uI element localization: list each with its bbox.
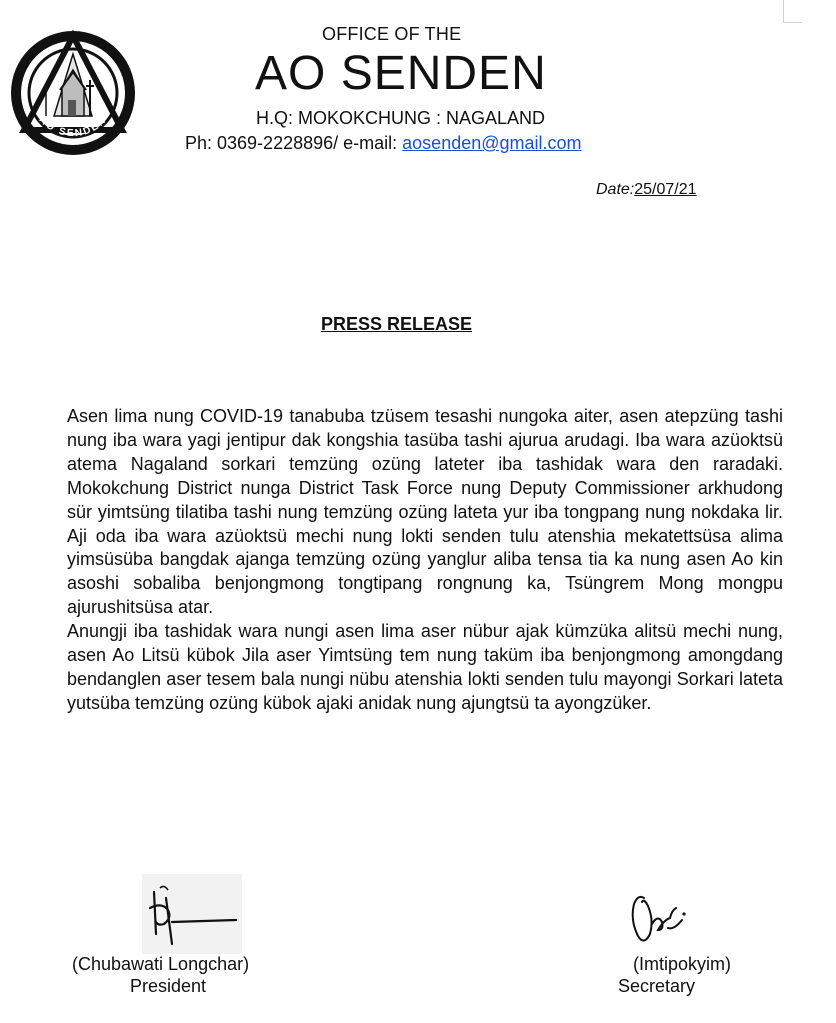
date-value: 25/07/21 — [634, 181, 697, 198]
secretary-title: Secretary — [618, 976, 696, 996]
secretary-name: (Imtipokyim) — [633, 954, 731, 974]
email-link[interactable]: aosenden@gmail.com — [402, 133, 582, 153]
organization-name: AO SENDEN — [255, 47, 547, 100]
phone-text: Ph: 0369-2228896/ e-mail: — [185, 133, 403, 153]
letterhead-office-of: OFFICE OF THE — [322, 24, 462, 44]
body-paragraph-2: Anungji iba tashidak wara nungi asen lima aser nübur ajak kümzüka alitsü mechi nung, asen Ao Litsü kübok Jila aser Yimtsüng tem nung taküm iba benjongmong amongdang bendanglen aser tesem bala nungi nübu atenshia lokti senden tulu mayongi Sorkari lateta yutsüba temzüng ozüng kübok ajaki anidak nung ajungtsü ta ayongzüker. — [67, 621, 783, 713]
president-signature — [142, 874, 242, 954]
secretary-signature — [620, 890, 690, 950]
president-title: President — [130, 976, 207, 996]
logo-arc-text: AO SENDEN — [36, 114, 110, 140]
press-release-heading: PRESS RELEASE — [321, 314, 473, 334]
contact-line — [185, 133, 582, 154]
date-line — [596, 181, 697, 199]
ao-senden-logo — [10, 30, 136, 156]
president-name: (Chubawati Longchar) — [72, 954, 250, 974]
body-paragraph-1: Asen lima nung COVID-19 tanabuba tzüsem tesashi nungoka aiter, asen atepzüng tashi nung iba wara yagi jentipur dak kongshia tasüba tashi ajurua arudagi. Iba wara azüoktsü atema Nagaland sorkari temzüng ozüng lateter iba tashidak wara den raradaki. Mokokchung District nunga District Task Force nung Deputy Commissioner arkhudong sür yimtsüng tilatiba tashi nung temzüng ozüng lateta yur iba tongpang nung nokdaka lir. Aji oda iba wara azüoktsü mechi nung lokti senden tulu atenshia mekatettsüsa alima yimsüsüba bangdak ajanga temzüng ozüng yanglur aliba tensa tia ka nung asen Ao kin asoshi sobaliba benjongmong tongtipang rongnung ka, Tsüngrem Mong mongpu ajurushitsüsa atar. — [67, 406, 783, 618]
page-corner-mark-right — [783, 0, 802, 23]
date-label: Date: — [596, 181, 635, 198]
press-release-body — [67, 405, 783, 716]
headquarters-line: H.Q: MOKOKCHUNG : NAGALAND — [256, 108, 546, 128]
